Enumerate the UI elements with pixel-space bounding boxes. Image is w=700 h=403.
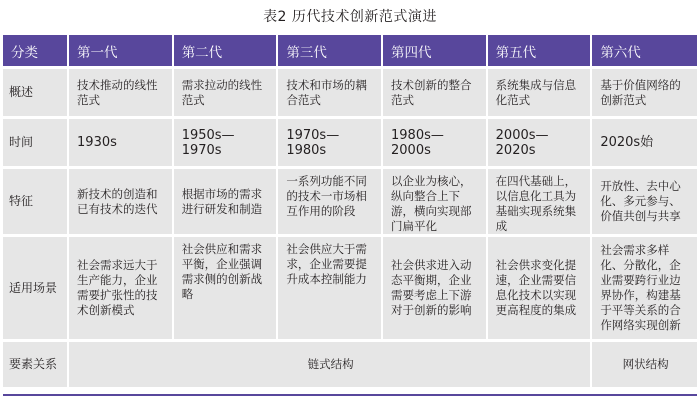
table-bottom-rule xyxy=(3,394,697,396)
header-gen-6: 第六代 xyxy=(592,35,697,66)
header-gen-1: 第一代 xyxy=(69,35,174,66)
overview-gen-2: 需求拉动的线性范式 xyxy=(174,66,279,116)
time-gen-1: 1930s xyxy=(69,116,174,166)
scene-gen-4: 社会供求进入动态平衡期，企业需要考虑上下游对于创新的影响 xyxy=(383,234,488,339)
scene-gen-3: 社会供应大于需求，企业需要提升成本控制能力 xyxy=(278,234,383,339)
header-row xyxy=(3,35,697,66)
overview-gen-4: 技术创新的整合范式 xyxy=(383,66,488,116)
header-category: 分类 xyxy=(3,35,69,66)
table-row-relation xyxy=(3,339,697,387)
time-gen-4: 1980s—2000s xyxy=(383,116,488,166)
table-row-feature xyxy=(3,166,697,234)
feature-gen-2: 根据市场的需求进行研发和制造 xyxy=(174,166,279,234)
time-gen-2: 1950s—1970s xyxy=(174,116,279,166)
row-label-relation: 要素关系 xyxy=(3,339,69,387)
table-row-overview xyxy=(3,66,697,116)
overview-gen-3: 技术和市场的耦合范式 xyxy=(278,66,383,116)
header-gen-2: 第二代 xyxy=(174,35,279,66)
scene-gen-6: 社会需求多样化、分散化，企业需要跨行业边界协作，构建基于平等关系的合作网络实现创新 xyxy=(592,234,697,339)
innovation-paradigm-table xyxy=(3,35,697,387)
feature-gen-4: 以企业为核心，纵向整合上下游，横向实现部门扁平化 xyxy=(383,166,488,234)
relation-chain: 链式结构 xyxy=(69,339,592,387)
overview-gen-1: 技术推动的线性范式 xyxy=(69,66,174,116)
overview-gen-5: 系统集成与信息化范式 xyxy=(488,66,593,116)
row-label-feature: 特征 xyxy=(3,166,69,234)
table-row-time xyxy=(3,116,697,166)
scene-gen-1: 社会需求远大于生产能力，企业需要扩张性的技术创新模式 xyxy=(69,234,174,339)
feature-gen-6: 开放性、去中心化、多元参与、价值共创与共享 xyxy=(592,166,697,234)
header-gen-3: 第三代 xyxy=(278,35,383,66)
header-gen-4: 第四代 xyxy=(383,35,488,66)
scene-gen-2: 社会供应和需求平衡，企业强调需求侧的创新战略 xyxy=(174,234,279,339)
relation-network: 网状结构 xyxy=(592,339,697,387)
feature-gen-5: 在四代基础上，以信息化工具为基础实现系统集成 xyxy=(488,166,593,234)
overview-gen-6: 基于价值网络的创新范式 xyxy=(592,66,697,116)
row-label-overview: 概述 xyxy=(3,66,69,116)
time-gen-3: 1970s—1980s xyxy=(278,116,383,166)
feature-gen-3: 一系列功能不同的技术一市场相互作用的阶段 xyxy=(278,166,383,234)
table-caption: 表2 历代技术创新范式演进 xyxy=(263,9,437,25)
table-row-scene xyxy=(3,234,697,339)
time-gen-6: 2020s始 xyxy=(592,116,697,166)
feature-gen-1: 新技术的创造和已有技术的迭代 xyxy=(69,166,174,234)
scene-gen-5: 社会供求变化提速，企业需要信息化技术以实现更高程度的集成 xyxy=(488,234,593,339)
time-gen-5: 2000s—2020s xyxy=(488,116,593,166)
row-label-scene: 适用场景 xyxy=(3,234,69,339)
row-label-time: 时间 xyxy=(3,116,69,166)
header-gen-5: 第五代 xyxy=(488,35,593,66)
